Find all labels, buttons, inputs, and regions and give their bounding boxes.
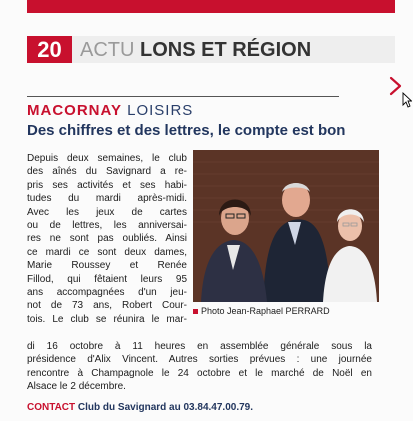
section-name: LONS ET RÉGION [140,39,312,61]
article-headline: Des chiffres et des lettres, le compte est bon [27,122,346,139]
photo-of-three-seniors-icon [193,150,379,302]
text-line: tois. Le club se réunira le mar- [27,313,187,325]
next-page-arrow-icon[interactable] [389,76,403,96]
text-line: tudes du mardi après-midi. [27,193,187,205]
text-line: pris ses activités et ses habi- [27,179,187,191]
contact-line [27,401,253,414]
article-top-rule [27,96,339,97]
article-category: LOISIRS [127,102,194,119]
article-full-width-text [27,340,372,394]
text-line: ou de lettres, les anniversai- [27,220,187,232]
article-photo [193,150,379,302]
text-line: not de 73 ans, Robert Cour- [27,300,187,312]
text-line: di 16 octobre à 11 heures en assemblée générale sous la [27,341,372,352]
text-line: Avec les jeux de cartes [27,206,187,218]
page-number: 20 [27,36,72,63]
mouse-cursor-icon [402,92,412,108]
text-line: Depuis deux semaines, le club [27,153,187,164]
text-line: ans accompagnées d'un jeu- [27,287,187,299]
article-location: MACORNAY [27,102,122,119]
section-prefix: ACTU [80,39,135,61]
photo-credit: Photo Jean-Raphael PERRARD [201,306,330,316]
text-line: ce mardi ce sont deux dames, [27,246,187,258]
text-line: Alsace le 2 décembre. [27,381,126,393]
article-kicker [27,102,193,120]
caption-marker-icon [193,309,198,314]
text-line: présidence d'Alix Vincent. Autres sorties prévues : une journée [27,354,372,366]
top-accent-bar [27,0,395,13]
text-line: des aînés du Savignard a re- [27,166,187,178]
photo-caption [193,306,330,317]
article-column-text [27,152,187,326]
text-line: Marie Roussey et Renée [27,260,187,272]
text-line: rencontre à Champagnole le 24 octobre et le marché de Noël en [27,367,372,379]
text-line: res ne sont pas oubliés. Ainsi [27,233,187,245]
contact-label: CONTACT [27,402,76,413]
section-title [80,38,311,62]
contact-details: Club du Savignard au 03.84.47.00.79. [77,402,253,413]
text-line: Fillod, qui fêtaient leurs 95 [27,273,187,285]
